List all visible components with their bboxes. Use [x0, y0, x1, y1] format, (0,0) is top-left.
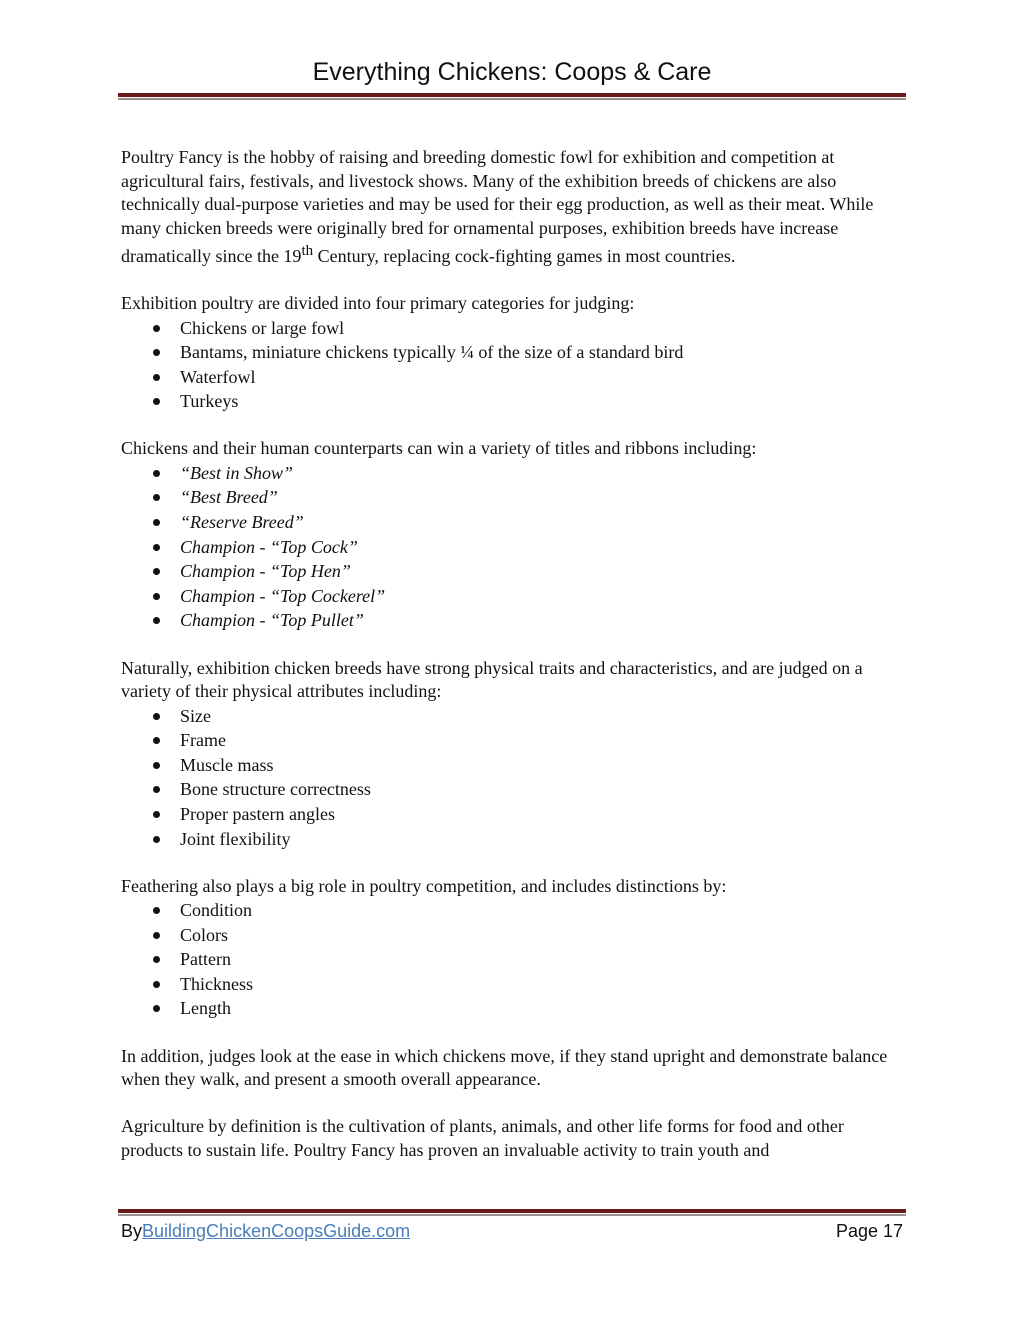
list-item: Champion - “Top Hen”	[121, 559, 906, 584]
list-item: Champion - “Top Cock”	[121, 535, 906, 560]
list-item: Turkeys	[121, 389, 906, 414]
titles-list	[121, 461, 906, 633]
document-body	[121, 146, 906, 1186]
page-number: Page 17	[835, 1221, 903, 1241]
footer-byline	[121, 1221, 410, 1242]
categories-list	[121, 316, 906, 414]
list-item: “Best Breed”	[121, 485, 906, 510]
list-item: “Reserve Breed”	[121, 510, 906, 535]
website-link[interactable]: BuildingChickenCoopsGuide.com	[142, 1221, 411, 1241]
categories-intro: Exhibition poultry are divided into four primary categories for judging:	[121, 293, 635, 313]
titles-intro: Chickens and their human counterparts can win a variety of titles and ribbons including:	[121, 438, 757, 459]
superscript-th: th	[301, 243, 314, 259]
list-item: Thickness	[121, 972, 906, 997]
list-item: Pattern	[121, 947, 906, 972]
intro-paragraph: Poultry Fancy is the hobby of raising and breeding domestic fowl for exhibition and competition at agricultural fairs, festivals, and livestock shows. Many of the exhibition breeds of chickens are also technically dual-purpose varieties and may be used for their egg production, as well as their meat. While many chicken breeds were originally bred for ornamental purposes, exhibition breeds have increase dramatically since the 19th Century, replacing cock-fighting games in most countries.	[121, 147, 874, 266]
list-item: Waterfowl	[121, 365, 906, 390]
traits-intro: Naturally, exhibition chicken breeds have strong physical traits and characteristics, and are judged on a variety of their physical attributes including:	[121, 657, 863, 702]
list-item: Champion - “Top Cockerel”	[121, 584, 906, 609]
list-item: Size	[121, 704, 906, 729]
list-item: Length	[121, 996, 906, 1021]
list-item: Champion - “Top Pullet”	[121, 608, 906, 633]
list-item: Muscle mass	[121, 753, 906, 778]
list-item: Joint flexibility	[121, 827, 906, 852]
list-item: Bone structure correctness	[121, 777, 906, 802]
feathering-list	[121, 898, 906, 1021]
list-item: Frame	[121, 728, 906, 753]
feathering-intro: Feathering also plays a big role in poultry competition, and includes distinctions by:	[121, 875, 727, 896]
list-item: Condition	[121, 898, 906, 923]
footer-by-label: By	[121, 1221, 143, 1241]
footer-divider	[118, 1209, 906, 1216]
list-item: Colors	[121, 923, 906, 948]
header-divider	[118, 93, 906, 100]
list-item: “Best in Show”	[121, 461, 906, 486]
page-footer	[121, 1221, 903, 1242]
traits-list	[121, 704, 906, 852]
list-item: Chickens or large fowl	[121, 316, 906, 341]
list-item: Bantams, miniature chickens typically ¼ of the size of a standard bird	[121, 340, 906, 365]
page-header-title: Everything Chickens: Coops & Care	[312, 58, 712, 86]
list-item: Proper pastern angles	[121, 802, 906, 827]
movement-paragraph: In addition, judges look at the ease in which chickens move, if they stand upright and demonstrate balance when they walk, and present a smooth overall appearance.	[121, 1045, 888, 1090]
agriculture-paragraph: Agriculture by definition is the cultivation of plants, animals, and other life forms for food and other products to sustain life. Poultry Fancy has proven an invaluable activity to train youth and	[121, 1116, 844, 1160]
